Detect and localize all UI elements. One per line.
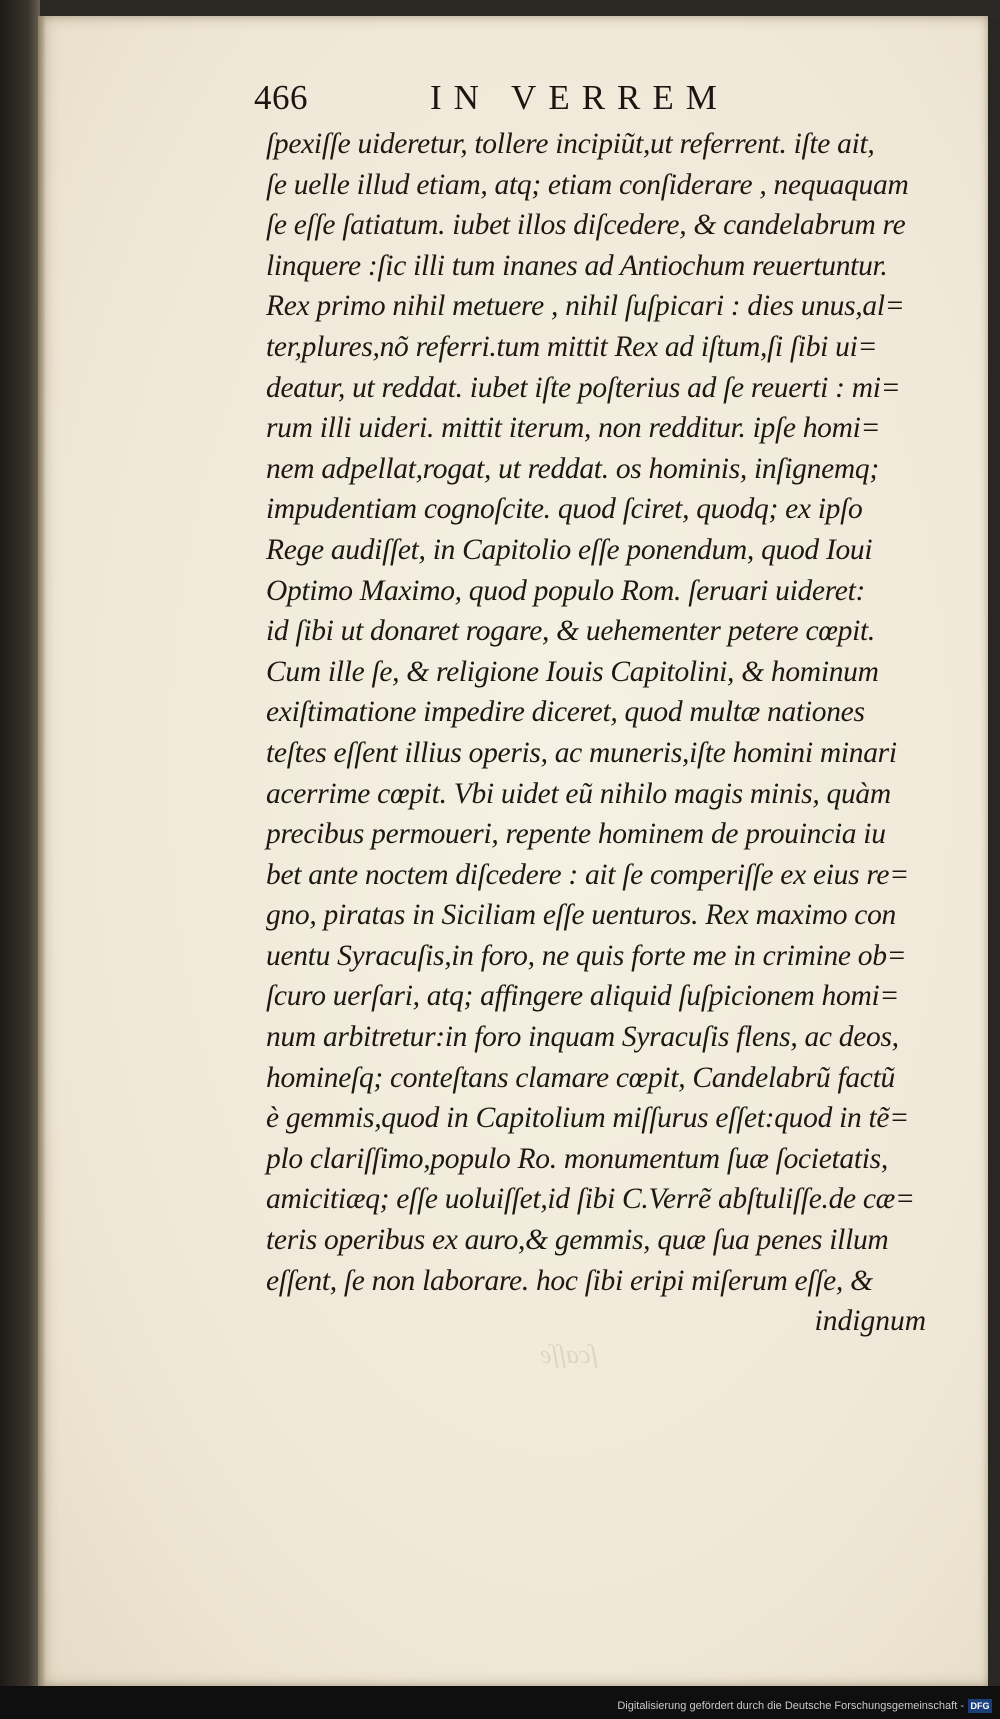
text-line: ſe uelle illud etiam, atq; etiam conſiderare , nequaquam <box>266 168 909 201</box>
show-through-text: ſcaſſe <box>540 1340 598 1369</box>
page-number: 466 <box>254 78 308 117</box>
text-line: uentu Syracuſis,in foro, ne quis forte me in crimine ob= <box>266 939 907 972</box>
text-line: bet ante noctem diſcedere : ait ſe comperiſſe ex eius re= <box>266 858 909 891</box>
text-line: plo clariſſimo,populo Ro. monumentum ſuæ ſocietatis, <box>266 1142 888 1175</box>
text-block <box>266 124 946 1342</box>
text-line: id ſibi ut donaret rogare, & uehementer petere cœpit. <box>266 615 875 648</box>
text-line: ter,plures,nõ referri.tum mittit Rex ad iſtum,ſi ſibi ui= <box>266 330 878 363</box>
text-line: Rex primo nihil metuere , nihil ſuſpicari : dies unus,al= <box>266 290 905 323</box>
text-line: gno, piratas in Siciliam eſſe uenturos. Rex maximo con <box>266 899 896 932</box>
text-line: amicitiæq; eſſe uoluiſſet,id ſibi C.Verrẽ abſtuliſſe.de cæ= <box>266 1183 915 1216</box>
text-line: Cum ille ſe, & religione Iouis Capitolini, & hominum <box>266 655 879 688</box>
text-line: acerrime cœpit. Vbi uidet eũ nihilo magis minis, quàm <box>266 777 891 810</box>
dfg-logo: DFG <box>968 1699 992 1713</box>
text-line: deatur, ut reddat. iubet iſte poſterius ad ſe reuerti : mi= <box>266 371 901 404</box>
text-line: num arbitretur:in foro inquam Syracuſis flens, ac deos, <box>266 1021 899 1054</box>
text-line: teſtes eſſent illius operis, ac muneris,iſte homini minari <box>266 736 897 769</box>
text-line: nem adpellat,rogat, ut reddat. os hominis, inſignemq; <box>266 452 879 485</box>
text-line: ſpexiſſe uideretur, tollere incipiũt,ut referrent. iſte ait, <box>266 128 875 160</box>
page-gutter-shadow <box>38 16 46 1686</box>
text-line: è gemmis,quod in Capitolium miſſurus eſſet:quod in tẽ= <box>266 1102 909 1135</box>
text-line: rum illi uideri. mittit iterum, non redditur. ipſe homi= <box>266 412 881 445</box>
text-line: precibus permoueri, repente hominem de prouincia iu <box>266 818 886 851</box>
running-head: IN VERREM <box>430 78 729 117</box>
text-line: teris operibus ex auro,& gemmis, quæ ſua penes illum <box>266 1224 889 1257</box>
scan-binding-edge <box>0 0 40 1719</box>
text-line: eſſent, ſe non laborare. hoc ſibi eripi miſerum eſſe, & <box>266 1264 873 1297</box>
text-line: Optimo Maximo, quod populo Rom. ſeruari uideret: <box>266 574 866 607</box>
text-line: impudentiam cognoſcite. quod ſciret, quodq; ex ipſo <box>266 493 863 526</box>
catchword: indignum <box>814 1305 926 1338</box>
text-line: linquere :ſic illi tum inanes ad Antiochum reuertuntur. <box>266 249 888 282</box>
text-line: ſe eſſe ſatiatum. iubet illos diſcedere, & candelabrum re <box>266 209 906 242</box>
digitization-credit: Digitalisierung gefördert durch die Deutsche Forschungsgemeinschaft - <box>617 1700 964 1712</box>
text-line: Rege audiſſet, in Capitolio eſſe ponendum, quod Ioui <box>266 533 873 566</box>
text-line: ſcuro uerſari, atq; affingere aliquid ſuſpicionem homi= <box>266 980 899 1013</box>
text-line: exiſtimatione impedire diceret, quod multæ nationes <box>266 696 865 729</box>
text-line: homineſq; conteſtans clamare cœpit, Candelabrũ factũ <box>266 1061 895 1094</box>
